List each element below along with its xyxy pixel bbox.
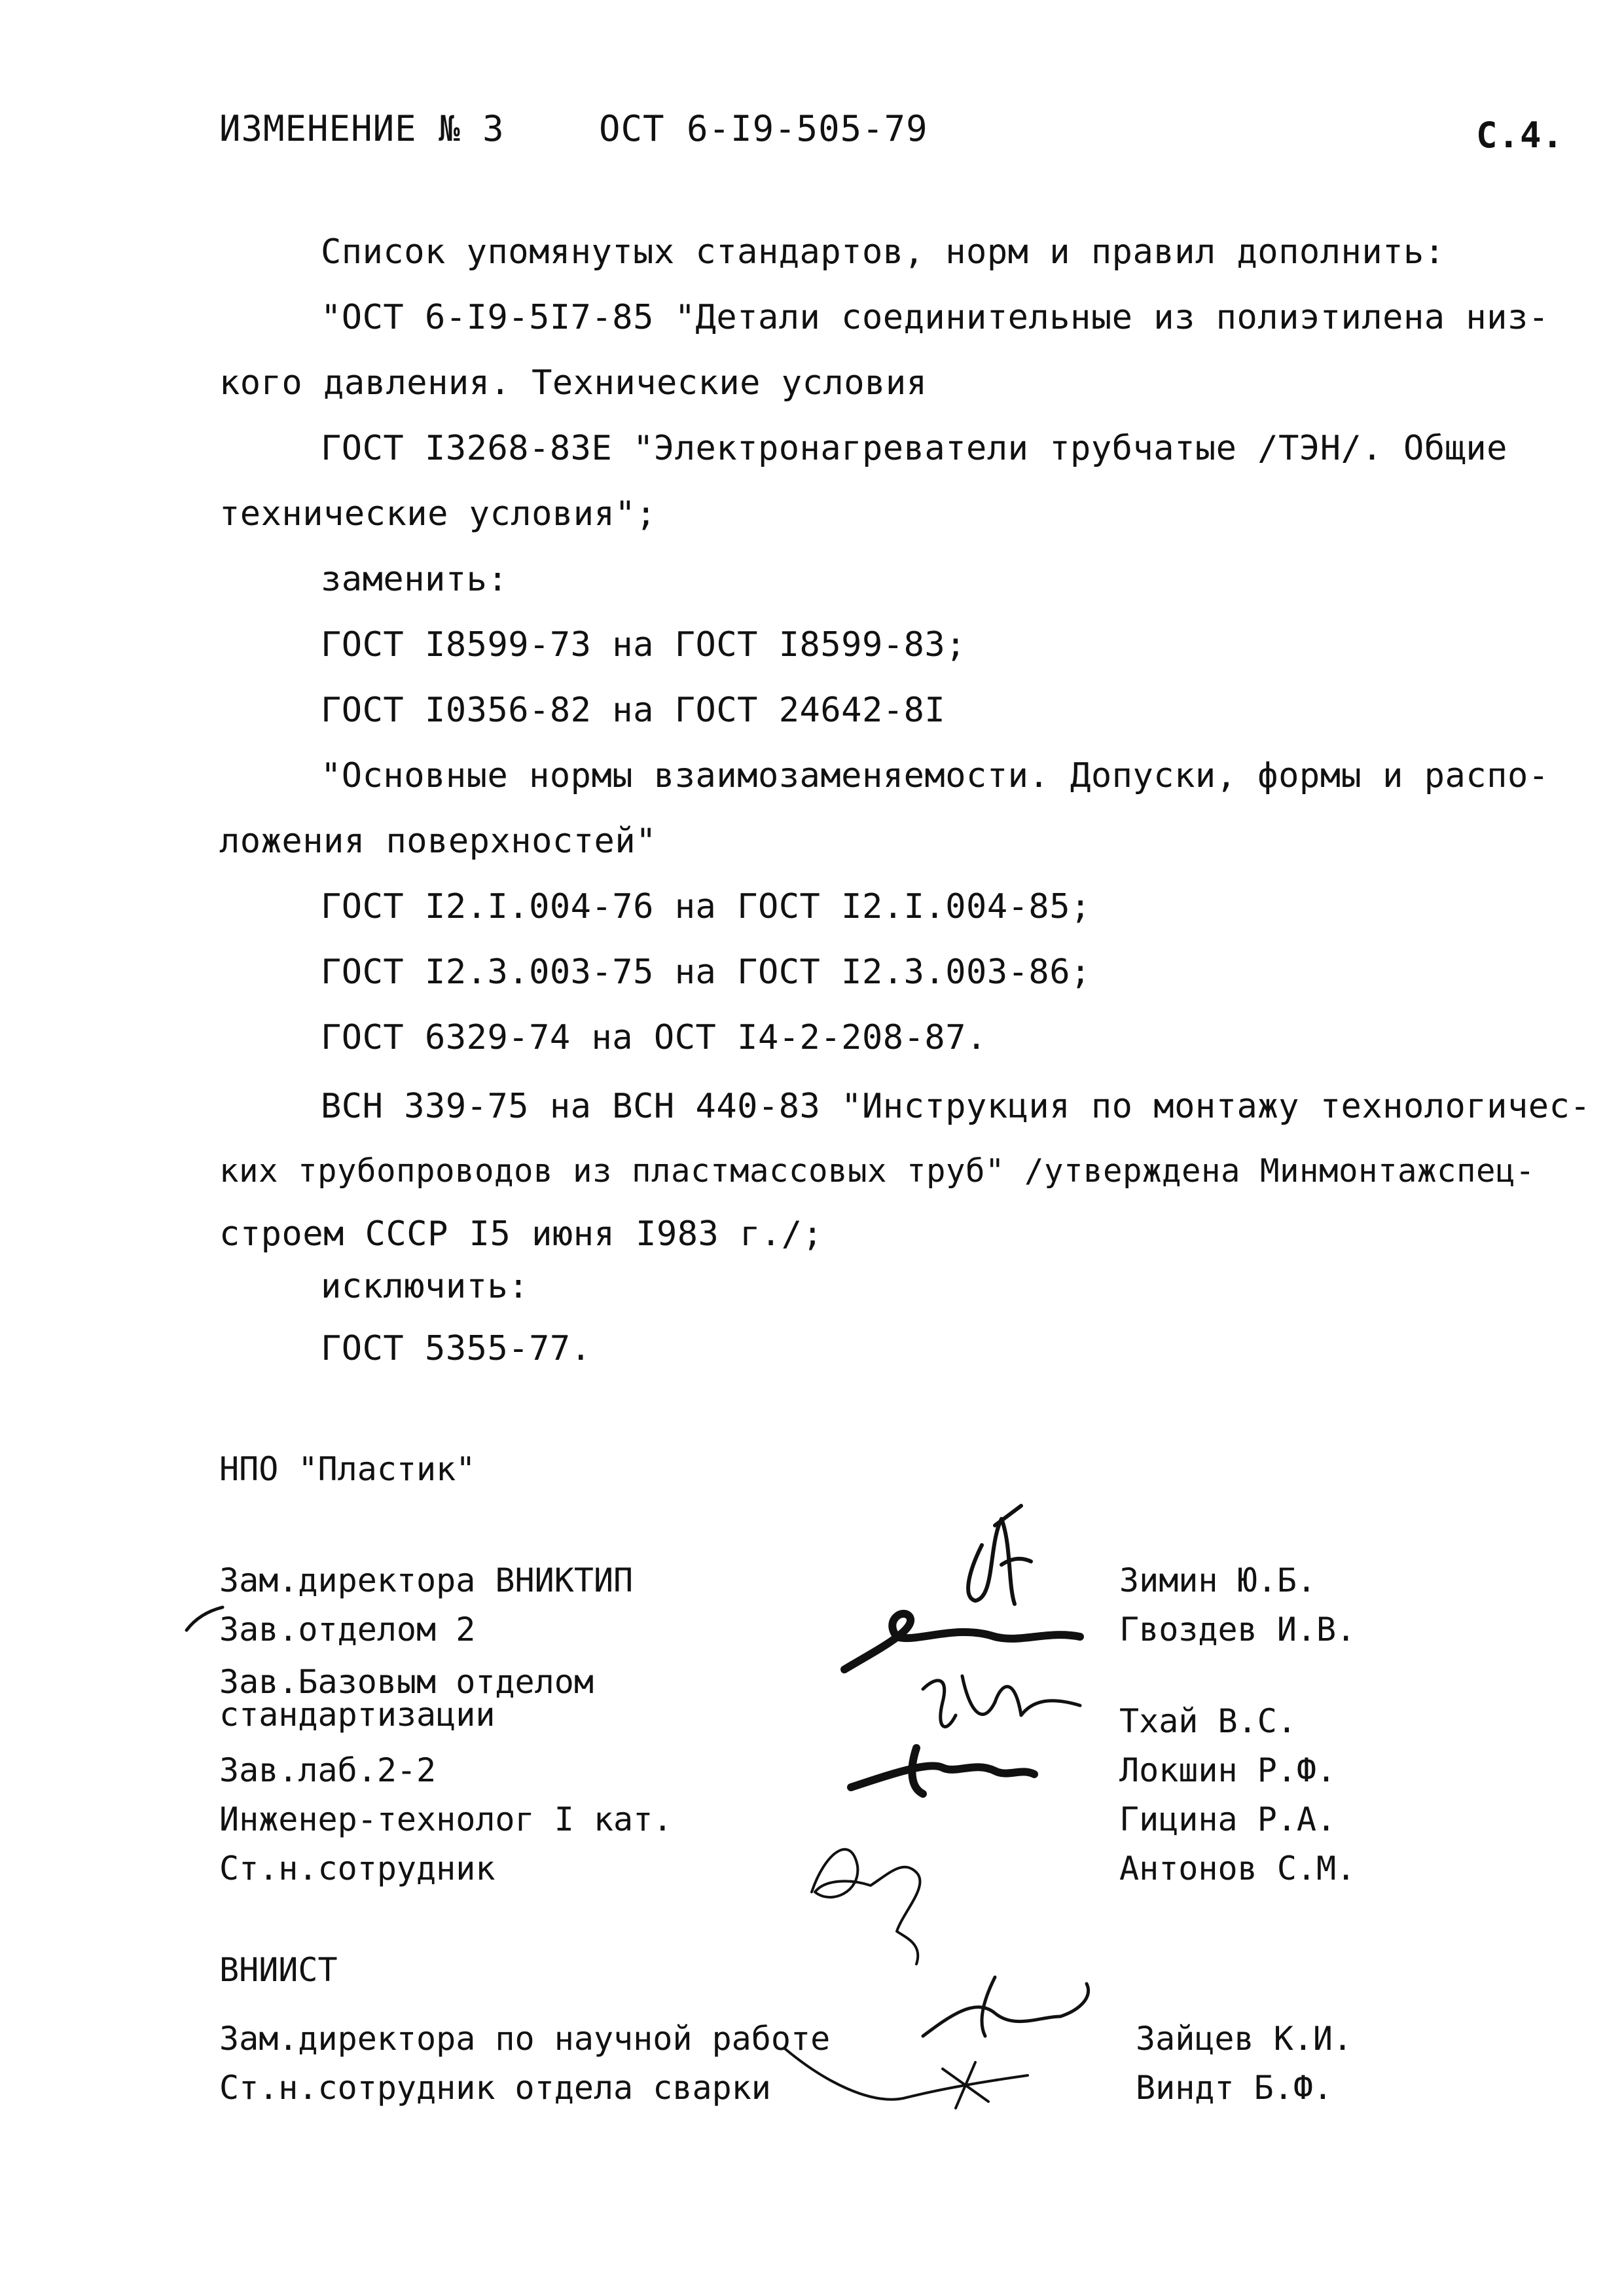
body-line: ВСН 339-75 на ВСН 440-83 "Инструкция по монтажу технологичес- (321, 1087, 1591, 1126)
body-line: ложения поверхностей" (219, 822, 657, 861)
signer-position-cont: стандартизации (219, 1696, 496, 1734)
body-line: ГОСТ I2.I.004-76 на ГОСТ I2.I.004-85; (321, 887, 1091, 926)
signature-zaitsev (923, 1977, 1089, 2036)
signer-name: Гицина Р.А. (1119, 1800, 1337, 1838)
body-line: "Основные нормы взаимозаменяемости. Допуски, формы и распо- (321, 756, 1549, 795)
body-line: ких трубопроводов из пластмассовых труб" /утверждена Минмонтажспец- (219, 1152, 1536, 1190)
signer-name: Антонов С.М. (1119, 1850, 1356, 1887)
body-line: кого давления. Технические условия (219, 363, 928, 403)
signer-name: Зайцев К.И. (1136, 2020, 1353, 2058)
signer-position: Инженер-технолог I кат. (219, 1800, 673, 1838)
signature-antonov (812, 1850, 920, 1964)
body-line: ГОСТ 5355-77. (321, 1329, 592, 1368)
signer-position: Зам.директора ВНИКТИП (219, 1561, 634, 1599)
signature-gvozdev (844, 1614, 1080, 1669)
signer-name: Локшин Р.Ф. (1119, 1751, 1337, 1789)
signer-name: Гвоздев И.В. (1119, 1611, 1356, 1649)
signer-name: Тхай В.С. (1119, 1702, 1297, 1740)
signer-position: Зам.директора по научной работе (219, 2020, 831, 2058)
signature-thai (923, 1676, 1080, 1726)
signer-position: Ст.н.сотрудник отдела сварки (219, 2069, 771, 2107)
org-name: НПО "Пластик" (219, 1450, 476, 1488)
body-line: ГОСТ I8599-73 на ГОСТ I8599-83; (321, 625, 967, 665)
change-number: ИЗМЕНЕНИЕ № 3 (219, 108, 505, 149)
signer-position: Ст.н.сотрудник (219, 1850, 496, 1887)
signature-vindt (785, 2049, 1028, 2108)
body-line: технические условия"; (219, 494, 657, 534)
standard-number: ОСТ 6-I9-505-79 (599, 108, 928, 149)
org-name: ВНИИСТ (219, 1951, 338, 1989)
signature-lokshin (851, 1748, 1034, 1794)
signer-name: Зимин Ю.Б. (1119, 1561, 1317, 1599)
signer-name: Виндт Б.Ф. (1136, 2069, 1333, 2107)
signer-position: Зав.Базовым отделом (219, 1663, 594, 1701)
signer-position: Зав.отделом 2 (219, 1611, 476, 1649)
signature-zimin (968, 1506, 1031, 1604)
page-number: С.4. (1476, 115, 1564, 156)
body-line: заменить: (321, 560, 509, 599)
body-line: ГОСТ I2.3.003-75 на ГОСТ I2.3.003-86; (321, 953, 1091, 992)
margin-mark (187, 1607, 223, 1630)
body-line: строем СССР I5 июня I983 г./; (219, 1214, 823, 1254)
body-line: исключить: (321, 1267, 530, 1306)
body-line: ГОСТ I0356-82 на ГОСТ 24642-8I (321, 691, 946, 730)
body-line: "ОСТ 6-I9-5I7-85 "Детали соединительные из полиэтилена низ- (321, 298, 1549, 337)
signer-position: Зав.лаб.2-2 (219, 1751, 437, 1789)
body-line: Список упомянутых стандартов, норм и правил дополнить: (321, 232, 1445, 272)
body-line: ГОСТ 6329-74 на ОСТ I4-2-208-87. (321, 1018, 987, 1057)
body-line: ГОСТ I3268-83Е "Электронагреватели трубчатые /ТЭН/. Общие (321, 429, 1507, 468)
